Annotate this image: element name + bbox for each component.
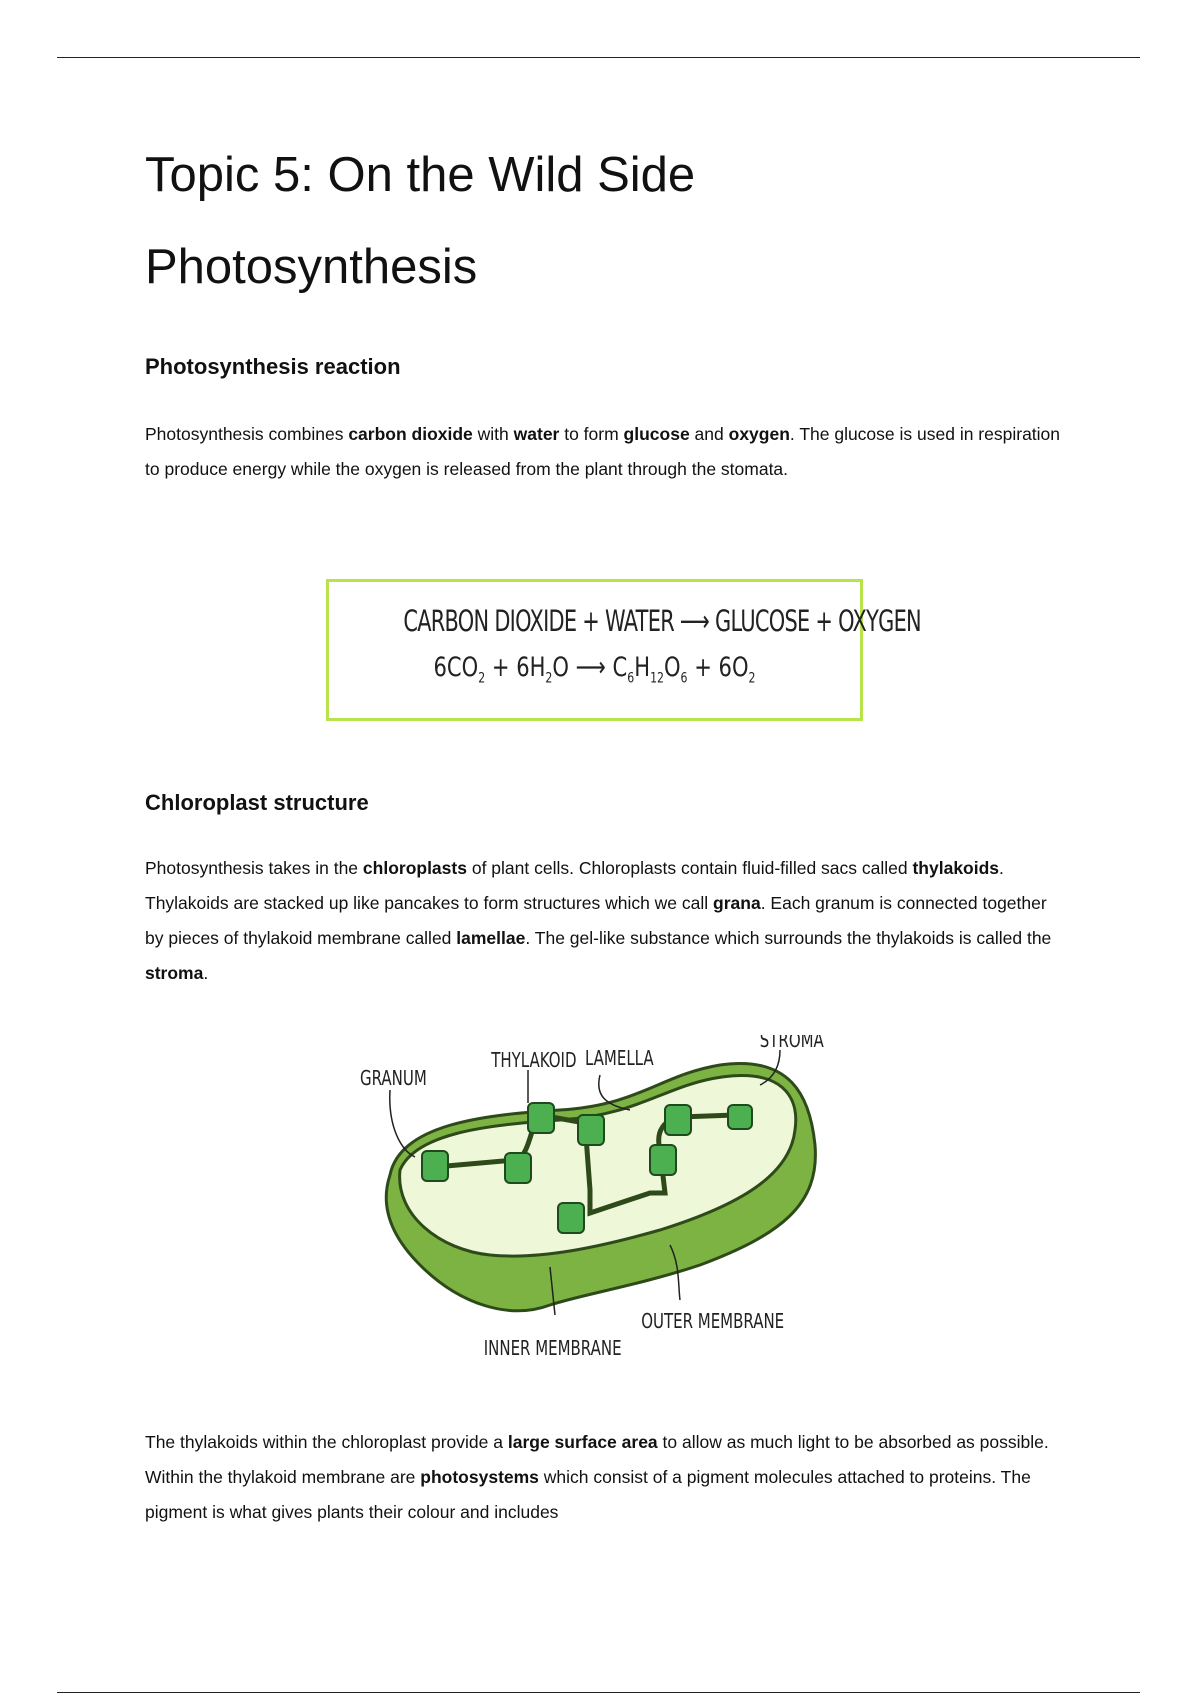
- text-run: . The glucose is used in respiration to produce energy while the oxygen is released from the plant through the stomata.: [145, 424, 1061, 479]
- label-inner-membrane: INNER MEMBRANE: [483, 1338, 622, 1361]
- bold-term: grana: [713, 893, 761, 913]
- bold-term: carbon dioxide: [348, 424, 473, 444]
- text-run: Photosynthesis takes in the: [145, 858, 363, 878]
- top-rule: [57, 57, 1140, 58]
- bold-term: stroma: [145, 963, 204, 983]
- bold-term: glucose: [623, 424, 690, 444]
- label-granum: GRANUM: [360, 1068, 427, 1091]
- text-run: to form: [559, 424, 624, 444]
- text-run: Photosynthesis combines: [145, 424, 349, 444]
- bold-term: large surface area: [507, 1432, 658, 1452]
- text-run: . Thylakoids are stacked up like pancakes to form structures which we call: [145, 858, 1004, 913]
- bold-term: chloroplasts: [362, 858, 467, 878]
- section-heading-chloroplast: Chloroplast structure: [145, 790, 369, 815]
- text-run: and: [689, 424, 729, 444]
- page-subtitle: Photosynthesis: [145, 240, 478, 294]
- label-stroma: STROMA: [759, 1035, 824, 1053]
- bold-term: lamellae: [456, 928, 526, 948]
- chloroplast-paragraph: [145, 851, 1065, 991]
- symbol-equation: $6CO_2 + 6H_2O$ ⟶ $C_6H_{12}O_6 + 6O_2$: [433, 652, 756, 687]
- text-run: The thylakoids within the chloroplast provide a: [145, 1432, 508, 1452]
- text-run: . Each granum is connected together by pieces of thylakoid membrane called: [145, 893, 1047, 948]
- bold-term: thylakoids: [912, 858, 1000, 878]
- label-thylakoid: THYLAKOID: [491, 1050, 577, 1073]
- reaction-paragraph: [145, 417, 1065, 487]
- chloroplast-diagram: [360, 1035, 840, 1365]
- text-run: with: [472, 424, 514, 444]
- bold-term: photosystems: [420, 1467, 539, 1487]
- text-run: .: [203, 963, 209, 983]
- bold-term: water: [513, 424, 560, 444]
- bottom-rule: [57, 1692, 1140, 1693]
- label-lamella: LAMELLA: [585, 1048, 654, 1071]
- word-equation: CARBON DIOXIDE + WATER ⟶ GLUCOSE + OXYGEN: [403, 604, 921, 638]
- text-run: . The gel-like substance which surrounds the thylakoids is called the: [525, 928, 1052, 948]
- section-heading-reaction: Photosynthesis reaction: [145, 354, 401, 379]
- equation-box: [326, 579, 921, 721]
- bold-term: oxygen: [728, 424, 790, 444]
- text-run: of plant cells. Chloroplasts contain fluid-filled sacs called: [466, 858, 913, 878]
- thylakoid-paragraph: [145, 1425, 1065, 1530]
- text-run: which consist of a pigment molecules attached to proteins. The pigment is what gives plants their colour and includes: [145, 1467, 1031, 1522]
- label-outer-membrane: OUTER MEMBRANE: [641, 1311, 785, 1334]
- text-run: to allow as much light to be absorbed as possible. Within the thylakoid membrane are: [145, 1432, 1049, 1487]
- page-title: Topic 5: On the Wild Side: [145, 148, 696, 202]
